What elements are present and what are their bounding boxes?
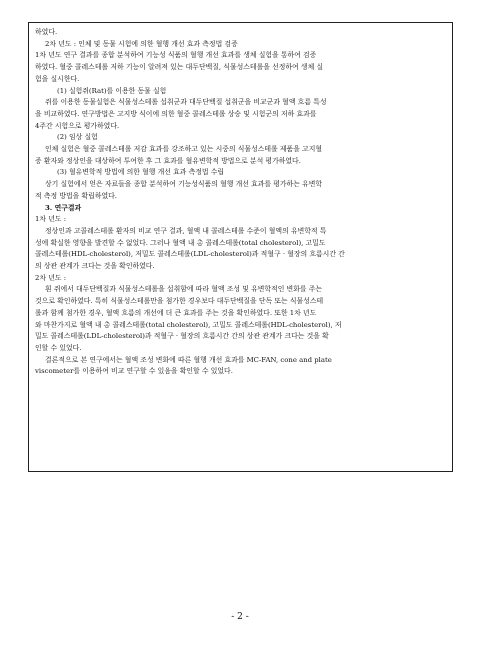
text-line: 쥐를 이용한 동물실험은 식물성스테롤 섭취군과 대두단백질 섭취군을 비교군과 혈액 흐름 특성: [45, 98, 327, 107]
text-line: 콜레스테롤(HDL-cholesterol), 저밀도 콜레스테롤(LDL-cholesterol)과 적혈구 · 혈장의 흐름시간 간: [35, 250, 345, 259]
text-line: (3) 혈유변학적 방법에 의한 혈행 개선 효과 측정법 수립: [57, 168, 225, 177]
text-line: viscometer를 이용하여 비교 연구할 수 있음을 확인할 수 있었다.: [35, 367, 233, 376]
text-line: 3. 연구결과: [45, 203, 82, 212]
text-line: 인할 수 있었다.: [35, 343, 82, 352]
text-line: 2차 년도 : 인체 및 동물 시험에 의한 혈행 개선 효과 측정법 검증: [45, 39, 238, 48]
text-line: 4주간 시험으로 평가하였다.: [35, 121, 120, 130]
text-line: 1차 년도 :: [35, 215, 67, 224]
text-line: 성에 확실한 영향을 발견할 수 없었다. 그러나 혈액 내 총 콜레스테롤(total cholesterol), 고밀도: [35, 238, 326, 247]
text-line: 1차 년도 연구 결과를 종합 분석하여 기능성 식품의 혈행 개선 효과를 생체 실험을 통하여 검증: [35, 51, 317, 60]
text-line: 하였다. 혈중 콜레스테롤 저하 기능이 알려져 있는 대두단백질, 식물성스테롤을 선정하여 생체 실: [35, 63, 324, 72]
text-line: (1) 실험쥐(Rat)를 이용한 동물 실험: [57, 86, 167, 95]
text-line: 을 비교하였다. 연구방법은 고지방 식이에 의한 혈중 콜레스테롤 상승 및 시험군의 저하 효과를: [35, 109, 317, 118]
text-line: 밀도 콜레스테롤(LDL-cholesterol)과 적혈구 · 혈장의 흐름시간 간의 상관 관계가 크다는 것을 확: [35, 332, 329, 341]
text-line: 의 상관 관계가 크다는 것을 확인하였다.: [35, 262, 155, 271]
text-line: 하였다.: [35, 28, 58, 36]
content-box: [28, 22, 453, 472]
text-line: 흰 쥐에서 대두단백질과 식물성스테롤을 섭취함에 따라 혈액 조성 및 유변학적인 변화를 주는: [45, 285, 323, 294]
text-line: 인체 실험은 혈중 콜레스테롤 저감 효과를 강조하고 있는 시중의 식물성스테롤 제품을 고지혈: [45, 145, 323, 154]
text-line: 정상인과 고콜레스테롤 환자의 비교 연구 결과, 혈액 내 콜레스테롤 수준이 혈액의 유변학적 특: [45, 226, 327, 235]
text-line: 적 측정 방법을 확립하였다.: [35, 191, 117, 200]
text-line: 2차 년도 :: [35, 273, 67, 282]
text-line: 상기 실험에서 얻은 자료들을 종합 분석하여 기능성식품의 혈행 개선 효과를 평가하는 유변학: [45, 180, 323, 189]
page-number: - 2 -: [231, 612, 249, 622]
text-line: (2) 임상 실험: [57, 133, 98, 142]
text-line: 험을 실시한다.: [35, 74, 80, 83]
text-line: 와 마찬가지로 혈액 내 총 콜레스테롤(total cholesterol), 고밀도 콜레스테롤(HDL-cholesterol), 저: [35, 320, 342, 329]
text-line: 롤과 함께 첨가한 경우, 혈액 흐름의 개선에 더 큰 효과를 주는 것을 확인하였다. 또한 1차 년도: [35, 308, 317, 317]
text-line: 것으로 확인하였다. 특히 식물성스테롤만을 첨가한 경우보다 대두단백질을 단독 또는 식물성스테: [35, 297, 324, 306]
text-line: 증 환자와 정상인을 대상하여 투여한 후 그 효과를 혈유변학적 방법으로 분석 평가하였다.: [35, 156, 301, 165]
text-line: 결론적으로 본 연구에서는 혈액 조성 변화에 따른 혈행 개선 효과를 MC-FAN, cone and plate: [45, 355, 332, 364]
